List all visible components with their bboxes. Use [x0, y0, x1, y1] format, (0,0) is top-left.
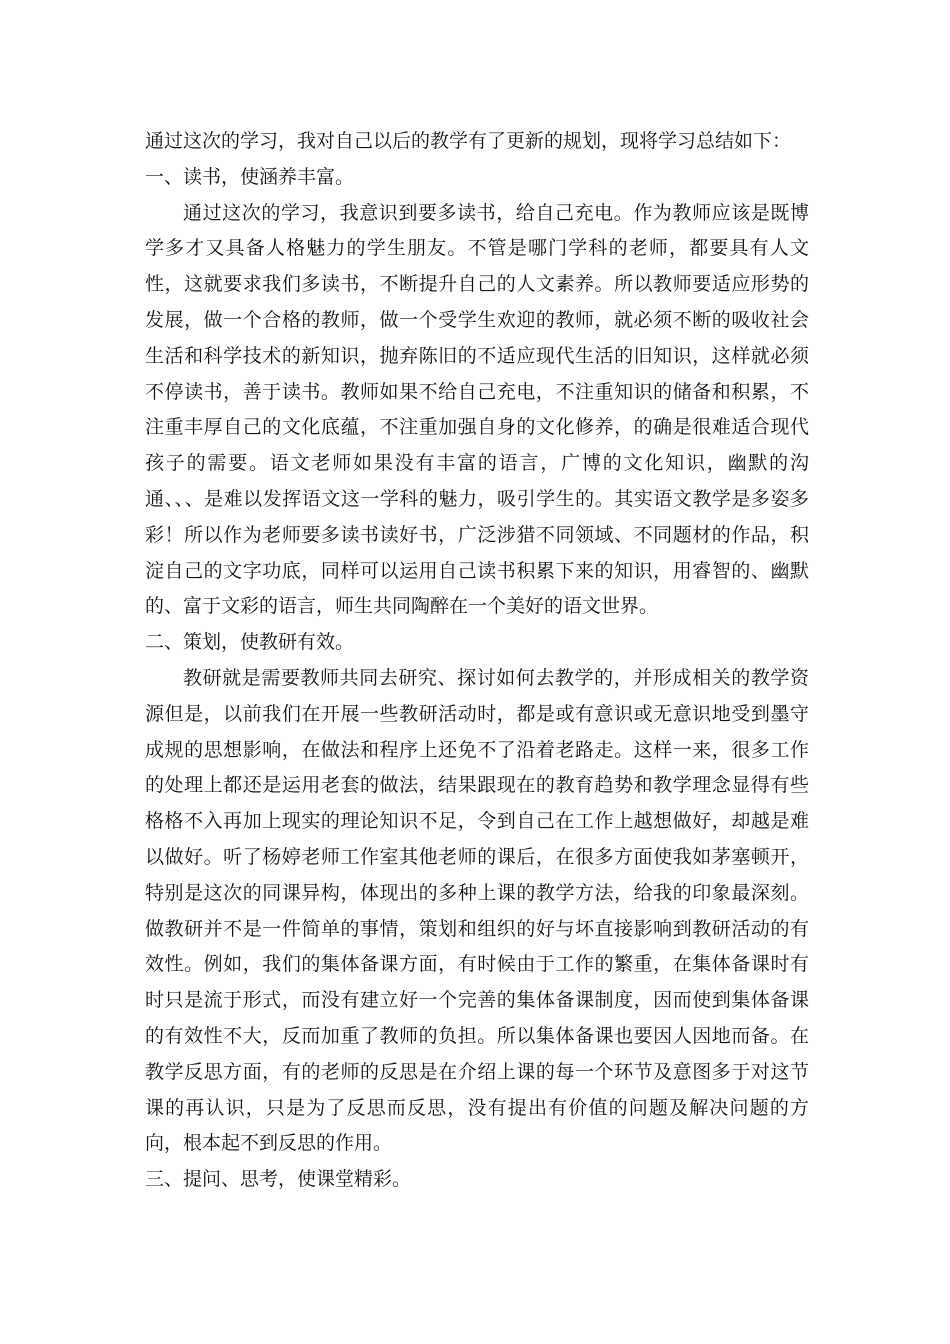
document-body [145, 124, 809, 1198]
intro-line: 通过这次的学习，我对自己以后的教学有了更新的规划，现将学习总结如下： [145, 130, 792, 152]
section-heading-questioning: 三、提问、思考，使课堂精彩。 [145, 1168, 412, 1191]
section-heading-planning: 二、策划，使教研有效。 [145, 631, 355, 654]
section-paragraph-reading: 通过这次的学习，我意识到要多读书，给自己充电。作为教师应该是既博学多才又具备人格魅力的学生朋友。不管是哪门学科的老师，都要具有人文性，这就要求我们多读书，不断提升自己的人文素养。所以教师要适应形势的发展，做一个合格的教师，做一个受学生欢迎的教师，就必须不断的吸收社会生活和科学技术的新知识，抛弃陈旧的不适应现代生活的旧知识，这样就必须不停读书，善于读书。教师如果不给自己充电，不注重知识的储备和积累，不注重丰厚自己的文化底蕴，不注重加强自身的文化修养，的确是很难适合现代孩子的需要。语文老师如果没有丰富的语言，广博的文化知识，幽默的沟通、、、是难以发挥语文这一学科的魅力，吸引学生的。其实语文教学是多姿多彩！所以作为老师要多读书读好书，广泛涉猎不同领域、不同题材的作品，积淀自己的文字功底，同样可以运用自己读书积累下来的知识，用睿智的、幽默的、富于文彩的语言，师生共同陶醉在一个美好的语文世界。 [145, 201, 809, 618]
section-paragraph-planning: 教研就是需要教师共同去研究、探讨如何去教学的，并形成相关的教学资源但是，以前我们在开展一些教研活动时，都是或有意识或无意识地受到墨守成规的思想影响，在做法和程序上还免不了沿着老路走。这样一来，很多工作的处理上都还是运用老套的做法，结果跟现在的教育趋势和教学理念显得有些格格不入再加上现实的理论知识不足，令到自己在工作上越想做好，却越是难以做好。听了杨婷老师工作室其他老师的课后，在很多方面使我如茅塞顿开，特别是这次的同课异构，体现出的多种上课的教学方法，给我的印象最深刻。做教研并不是一件简单的事情，策划和组织的好与坏直接影响到教研活动的有效性。例如，我们的集体备课方面，有时候由于工作的繁重，在集体备课时有时只是流于形式，而没有建立好一个完善的集体备课制度，因而使到集体备课的有效性不大，反而加重了教师的负担。所以集体备课也要因人因地而备。在教学反思方面，有的老师的反思是在介绍上课的每一个环节及意图多于对这节课的再认识，只是为了反思而反思，没有提出有价值的问题及解决问题的方向，根本起不到反思的作用。 [145, 666, 809, 1155]
section-heading-reading: 一、读书，使涵养丰富。 [145, 165, 355, 188]
